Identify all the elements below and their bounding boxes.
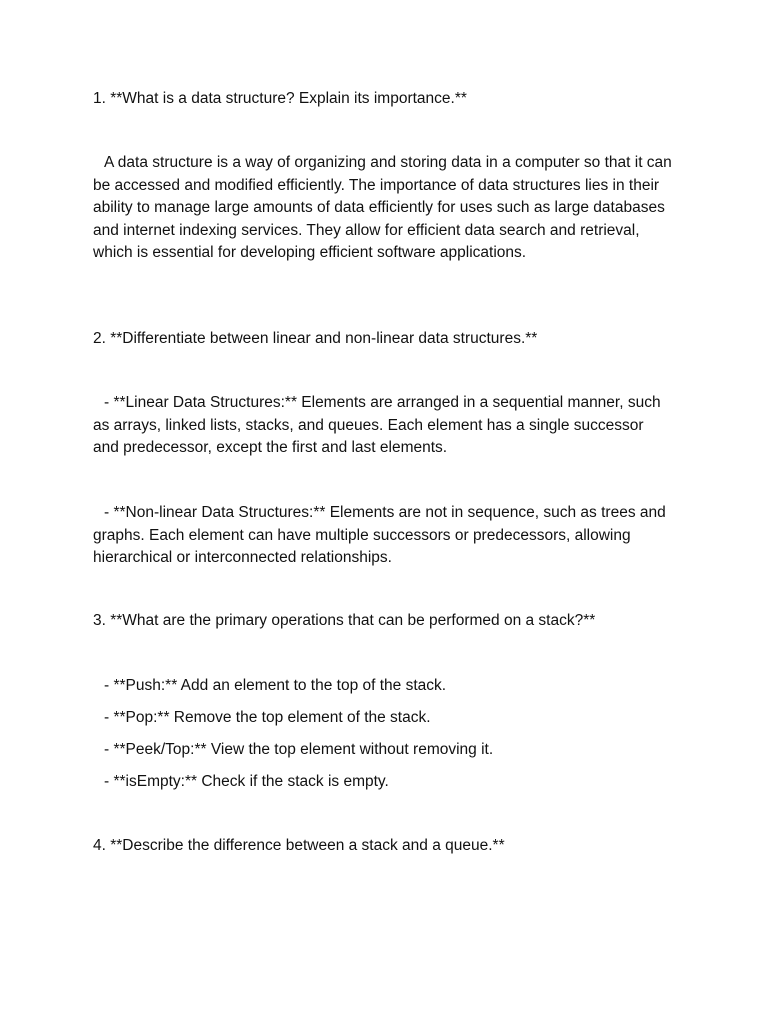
question-2: 2. **Differentiate between linear and non-linear data structures.** — [93, 330, 538, 347]
question-1: 1. **What is a data structure? Explain its importance.** — [93, 90, 467, 107]
nonlinear-structures-paragraph: - **Non-linear Data Structures:** Elements are not in sequence, such as trees and graphs. Each element can have multiple successors or predecessors, allowing hierarchical or interconnected relationships. — [93, 504, 666, 566]
stack-operation-isempty: - **isEmpty:** Check if the stack is empty. — [104, 773, 389, 790]
stack-operation-peek: - **Peek/Top:** View the top element without removing it. — [104, 741, 494, 758]
linear-structures-paragraph: - **Linear Data Structures:** Elements are arranged in a sequential manner, such as arrays, linked lists, stacks, and queues. Each element has a single successor and predecessor, except the first and last elements. — [93, 394, 661, 456]
answer-1-paragraph: A data structure is a way of organizing and storing data in a computer so that it can be accessed and modified efficiently. The importance of data structures lies in their ability to manage large amounts of data efficiently for uses such as large databases and internet indexing services. They allow for efficient data search and retrieval, which is essential for developing efficient software applications. — [93, 154, 672, 261]
question-3: 3. **What are the primary operations that can be performed on a stack?** — [93, 612, 596, 629]
stack-operation-pop: - **Pop:** Remove the top element of the stack. — [104, 709, 431, 726]
stack-operation-push: - **Push:** Add an element to the top of the stack. — [104, 677, 447, 694]
question-4: 4. **Describe the difference between a stack and a queue.** — [93, 837, 505, 854]
